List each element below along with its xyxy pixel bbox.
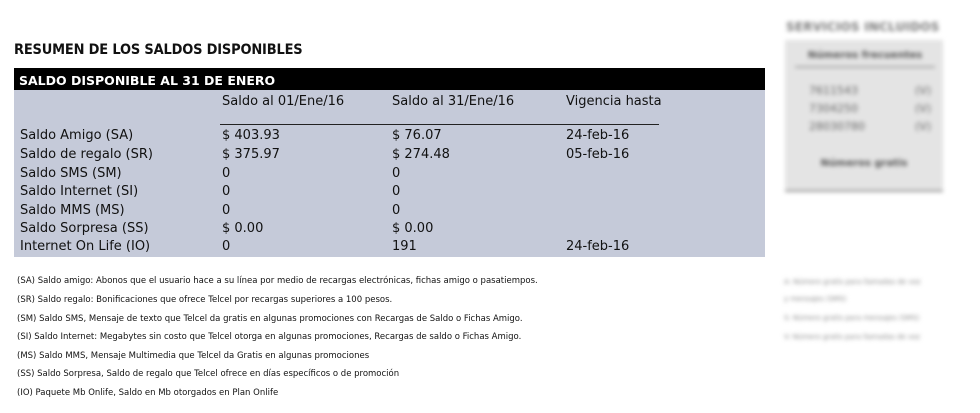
free-numbers-title: Números gratis	[820, 158, 908, 169]
sidebar-note: y mensajes (SMS)	[784, 295, 847, 303]
balance-table	[14, 90, 765, 257]
row-label: Saldo de regalo (SR)	[20, 147, 153, 162]
table-title-bar: SALDO DISPONIBLE AL 31 DE ENERO	[14, 68, 765, 90]
sidebar-note: A: Número gratis para llamadas de voz	[784, 278, 921, 286]
column-header-validity: Vigencia hasta	[566, 94, 662, 109]
frequent-number-flag: (V)	[915, 84, 932, 97]
included-services-sidebar	[780, 0, 980, 413]
row-end-balance: $ 0.00	[392, 221, 434, 236]
row-validity: 24-feb-16	[566, 239, 630, 254]
row-start-balance: $ 403.93	[222, 128, 280, 143]
footnote-sm: (SM) Saldo SMS, Mensaje de texto que Telcel da gratis en algunas promociones con Recargas de Saldo o Fichas Amigo.	[17, 314, 523, 324]
header-divider	[220, 124, 659, 125]
sidebar-note: S: Número gratis para mensajes (SMS)	[784, 314, 920, 322]
footnote-sa: (SA) Saldo amigo: Abonos que el usuario hace a su línea por medio de recargas electrónicas, fichas amigo o pasatiempos.	[17, 276, 538, 286]
row-label: Saldo SMS (SM)	[20, 166, 122, 181]
row-label: Saldo Internet (SI)	[20, 184, 139, 199]
footnote-io: (IO) Paquete Mb Onlife, Saldo en Mb otorgados en Plan Onlife	[17, 388, 279, 398]
sidebar-title: SERVICIOS INCLUIDOS	[786, 20, 940, 34]
frequent-number: 28030780	[809, 120, 865, 133]
row-label: Saldo Amigo (SA)	[20, 128, 134, 143]
column-header-end-balance: Saldo al 31/Ene/16	[392, 94, 515, 109]
frequent-number: 7304250	[809, 102, 858, 115]
row-start-balance: $ 0.00	[222, 221, 264, 236]
row-end-balance: 0	[392, 184, 401, 199]
frequent-number: 7611543	[809, 84, 858, 97]
row-end-balance: $ 76.07	[392, 128, 442, 143]
row-end-balance: $ 274.48	[392, 147, 450, 162]
row-label: Saldo MMS (MS)	[20, 203, 125, 218]
row-start-balance: 0	[222, 239, 231, 254]
frequent-number-flag: (V)	[915, 120, 932, 133]
row-label: Internet On Life (IO)	[20, 239, 151, 254]
row-start-balance: 0	[222, 203, 231, 218]
row-end-balance: 191	[392, 239, 417, 254]
frequent-number-flag: (V)	[915, 102, 932, 115]
footnote-ss: (SS) Saldo Sorpresa, Saldo de regalo que Telcel ofrece en días específicos o de promoción	[17, 369, 400, 379]
row-validity: 24-feb-16	[566, 128, 630, 143]
footnote-si: (SI) Saldo Internet: Megabytes sin costo que Telcel otorga en algunas promociones, Recargas de saldo o Fichas Amigo.	[17, 332, 522, 342]
row-start-balance: $ 375.97	[222, 147, 280, 162]
row-end-balance: 0	[392, 166, 401, 181]
row-end-balance: 0	[392, 203, 401, 218]
sidebar-note: V: Número gratis para llamadas de voz	[784, 333, 921, 341]
page-title: RESUMEN DE LOS SALDOS DISPONIBLES	[14, 42, 303, 58]
row-start-balance: 0	[222, 184, 231, 199]
row-start-balance: 0	[222, 166, 231, 181]
footnote-ms: (MS) Saldo MMS, Mensaje Multimedia que Telcel da Gratis en algunas promociones	[17, 351, 370, 361]
row-validity: 05-feb-16	[566, 147, 630, 162]
footnote-sr: (SR) Saldo regalo: Bonificaciones que ofrece Telcel por recargas superiores a 100 pesos.	[17, 295, 393, 305]
frequent-numbers-title: Números frecuentes	[795, 46, 935, 68]
frequent-numbers-panel	[785, 40, 943, 192]
row-label: Saldo Sorpresa (SS)	[20, 221, 149, 236]
column-header-start-balance: Saldo al 01/Ene/16	[222, 94, 345, 109]
